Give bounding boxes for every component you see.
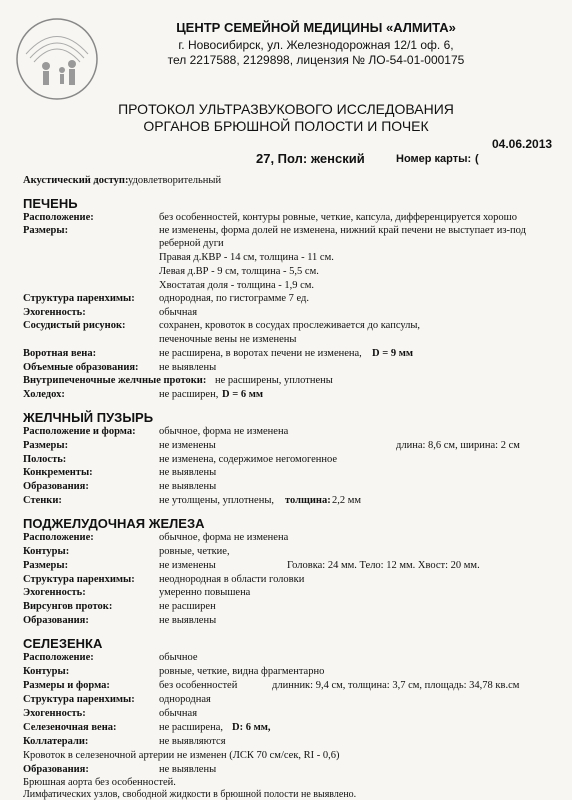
pancreas-structure-label: Структура паренхимы: xyxy=(23,574,135,585)
spleen-formations-label: Образования: xyxy=(23,764,89,775)
pancreas-location-value: обычное, форма не изменена xyxy=(159,532,289,543)
gallbladder-size-label: Размеры: xyxy=(23,440,69,451)
clinic-address: г. Новосибирск, ул. Железнодорожная 12/1 оф. 6, xyxy=(178,38,454,52)
spleen-vein-diameter: D: 6 мм, xyxy=(232,722,271,733)
lymph-note: Лимфатических узлов, свободной жидкости в брюшной полости не выявлено. xyxy=(23,789,357,800)
liver-volume-label: Объемные образования: xyxy=(23,362,139,373)
liver-structure-value: однородная, по гистограмме 7 ед. xyxy=(159,293,309,304)
clinic-name: ЦЕНТР СЕМЕЙНОЙ МЕДИЦИНЫ «АЛМИТА» xyxy=(176,20,456,35)
pancreas-formations-label: Образования: xyxy=(23,615,89,626)
liver-volume-value: не выявлены xyxy=(159,362,217,373)
clinic-phones-license: тел 2217588, 2129898, лицензия № ЛО-54-01-000175 xyxy=(167,53,465,67)
liver-portal-value: не расширена, в воротах печени не изменена, xyxy=(159,348,362,359)
pancreas-structure-value: неоднородная в области головки xyxy=(159,574,305,585)
gallbladder-formations-label: Образования: xyxy=(23,481,89,492)
pancreas-contours-value: ровные, четкие, xyxy=(159,546,230,557)
pancreas-size-dims: Головка: 24 мм. Тело: 12 мм. Хвост: 20 мм. xyxy=(287,560,480,571)
spleen-heading: СЕЛЕЗЕНКА xyxy=(23,636,103,651)
protocol-title-line1: ПРОТОКОЛ УЛЬТРАЗВУКОВОГО ИССЛЕДОВАНИЯ xyxy=(118,101,454,117)
gallbladder-heading: ЖЕЛЧНЫЙ ПУЗЫРЬ xyxy=(23,410,154,425)
access-value: удовлетворительный xyxy=(128,175,222,186)
protocol-title-line2: ОРГАНОВ БРЮШНОЙ ПОЛОСТИ И ПОЧЕК xyxy=(143,118,429,134)
pancreas-echo-value: умеренно повышена xyxy=(159,587,251,598)
aorta-note: Брюшная аорта без особенностей. xyxy=(23,777,176,788)
gallbladder-walls-value: не утолщены, уплотнены, xyxy=(159,495,275,506)
spleen-size-dims: длинник: 9,4 см, толщина: 3,7 см, площадь: 34,78 кв.см xyxy=(272,680,520,691)
spleen-formations-value: не выявлены xyxy=(159,764,217,775)
gallbladder-concrements-label: Конкременты: xyxy=(23,467,93,478)
liver-echo-label: Эхогенность: xyxy=(23,307,86,318)
access-label: Акустический доступ: xyxy=(23,175,129,186)
liver-vascular-label: Сосудистый рисунок: xyxy=(23,320,126,331)
spleen-structure-label: Структура паренхимы: xyxy=(23,694,135,705)
pancreas-formations-value: не выявлены xyxy=(159,615,217,626)
gallbladder-size-value: не изменены xyxy=(159,440,216,451)
liver-location-value: без особенностей, контуры ровные, четкие, капсула, дифференцируется хорошо xyxy=(159,212,517,223)
patient-info: 27, Пол: женский xyxy=(256,151,365,166)
liver-size-label: Размеры: xyxy=(23,225,69,236)
spleen-vein-label: Селезеночная вена: xyxy=(23,722,117,733)
liver-portal-diameter: D = 9 мм xyxy=(372,348,413,359)
spleen-collateral-value: не выявляются xyxy=(159,736,226,747)
liver-portal-label: Воротная вена: xyxy=(23,348,97,359)
gallbladder-walls-thickness-label: толщина: xyxy=(285,495,331,506)
liver-location-label: Расположение: xyxy=(23,212,94,223)
pancreas-size-value: не изменены xyxy=(159,560,216,571)
exam-date: 04.06.2013 xyxy=(492,137,553,151)
spleen-location-label: Расположение: xyxy=(23,652,94,663)
pancreas-heading: ПОДЖЕЛУДОЧНАЯ ЖЕЛЕЗА xyxy=(23,516,205,531)
spleen-echo-value: обычная xyxy=(159,708,198,719)
gallbladder-walls-label: Стенки: xyxy=(23,495,62,506)
liver-choledoch-diameter: D = 6 мм xyxy=(222,389,263,400)
spleen-size-value: без особенностей xyxy=(159,680,238,691)
liver-vascular-value-1: сохранен, кровоток в сосудах прослеживается до капсулы, xyxy=(159,320,421,331)
liver-size-value-2: реберной дуги xyxy=(159,238,224,249)
pancreas-location-label: Расположение: xyxy=(23,532,94,543)
liver-choledoch-value: не расширен, xyxy=(159,389,219,400)
spleen-collateral-label: Коллатерали: xyxy=(23,736,89,747)
pancreas-size-label: Размеры: xyxy=(23,560,69,571)
spleen-structure-value: однородная xyxy=(159,694,211,705)
gallbladder-location-label: Расположение и форма: xyxy=(23,426,136,437)
liver-choledoch-label: Холедох: xyxy=(23,389,65,400)
gallbladder-concrements-value: не выявлены xyxy=(159,467,217,478)
spleen-size-label: Размеры и форма: xyxy=(23,680,110,691)
liver-left-lobe: Левая д.ВР - 9 см, толщина - 5,5 см. xyxy=(159,266,319,277)
liver-heading: ПЕЧЕНЬ xyxy=(23,196,78,211)
card-number-value: ( xyxy=(475,153,479,165)
spleen-artery-note: Кровоток в селезеночной артерии не изменен (ЛСК 70 см/сек, RI - 0,6) xyxy=(23,750,340,761)
card-number-label: Номер карты: xyxy=(396,153,472,165)
pancreas-duct-value: не расширен xyxy=(159,601,216,612)
gallbladder-formations-value: не выявлены xyxy=(159,481,217,492)
spleen-location-value: обычное xyxy=(159,652,198,663)
gallbladder-cavity-value: не изменена, содержимое негомогенное xyxy=(159,454,338,465)
liver-right-lobe: Правая д.КВР - 14 см, толщина - 11 см. xyxy=(159,252,334,263)
spleen-echo-label: Эхогенность: xyxy=(23,708,86,719)
spleen-vein-value: не расширена, xyxy=(159,722,223,733)
pancreas-echo-label: Эхогенность: xyxy=(23,587,86,598)
gallbladder-walls-thickness-value: 2,2 мм xyxy=(332,495,362,506)
liver-structure-label: Структура паренхимы: xyxy=(23,293,135,304)
liver-caudate: Хвостатая доля - толщина - 1,9 см. xyxy=(159,280,315,291)
liver-vascular-value-2: печеночные вены не изменены xyxy=(159,334,297,345)
liver-ducts-label: Внутрипеченочные желчные протоки: xyxy=(23,375,207,386)
spleen-contours-label: Контуры: xyxy=(23,666,70,677)
pancreas-duct-label: Вирсунгов проток: xyxy=(23,601,113,612)
liver-ducts-value: не расширены, уплотнены xyxy=(215,375,333,386)
liver-echo-value: обычная xyxy=(159,307,198,318)
gallbladder-location-value: обычное, форма не изменена xyxy=(159,426,289,437)
spleen-contours-value: ровные, четкие, видна фрагментарно xyxy=(159,666,325,677)
gallbladder-size-dims: длина: 8,6 см, ширина: 2 см xyxy=(396,440,520,451)
liver-size-value-1: не изменены, форма долей не изменена, нижний край печени не выступает из-под xyxy=(159,225,526,236)
gallbladder-cavity-label: Полость: xyxy=(23,454,67,465)
pancreas-contours-label: Контуры: xyxy=(23,546,70,557)
